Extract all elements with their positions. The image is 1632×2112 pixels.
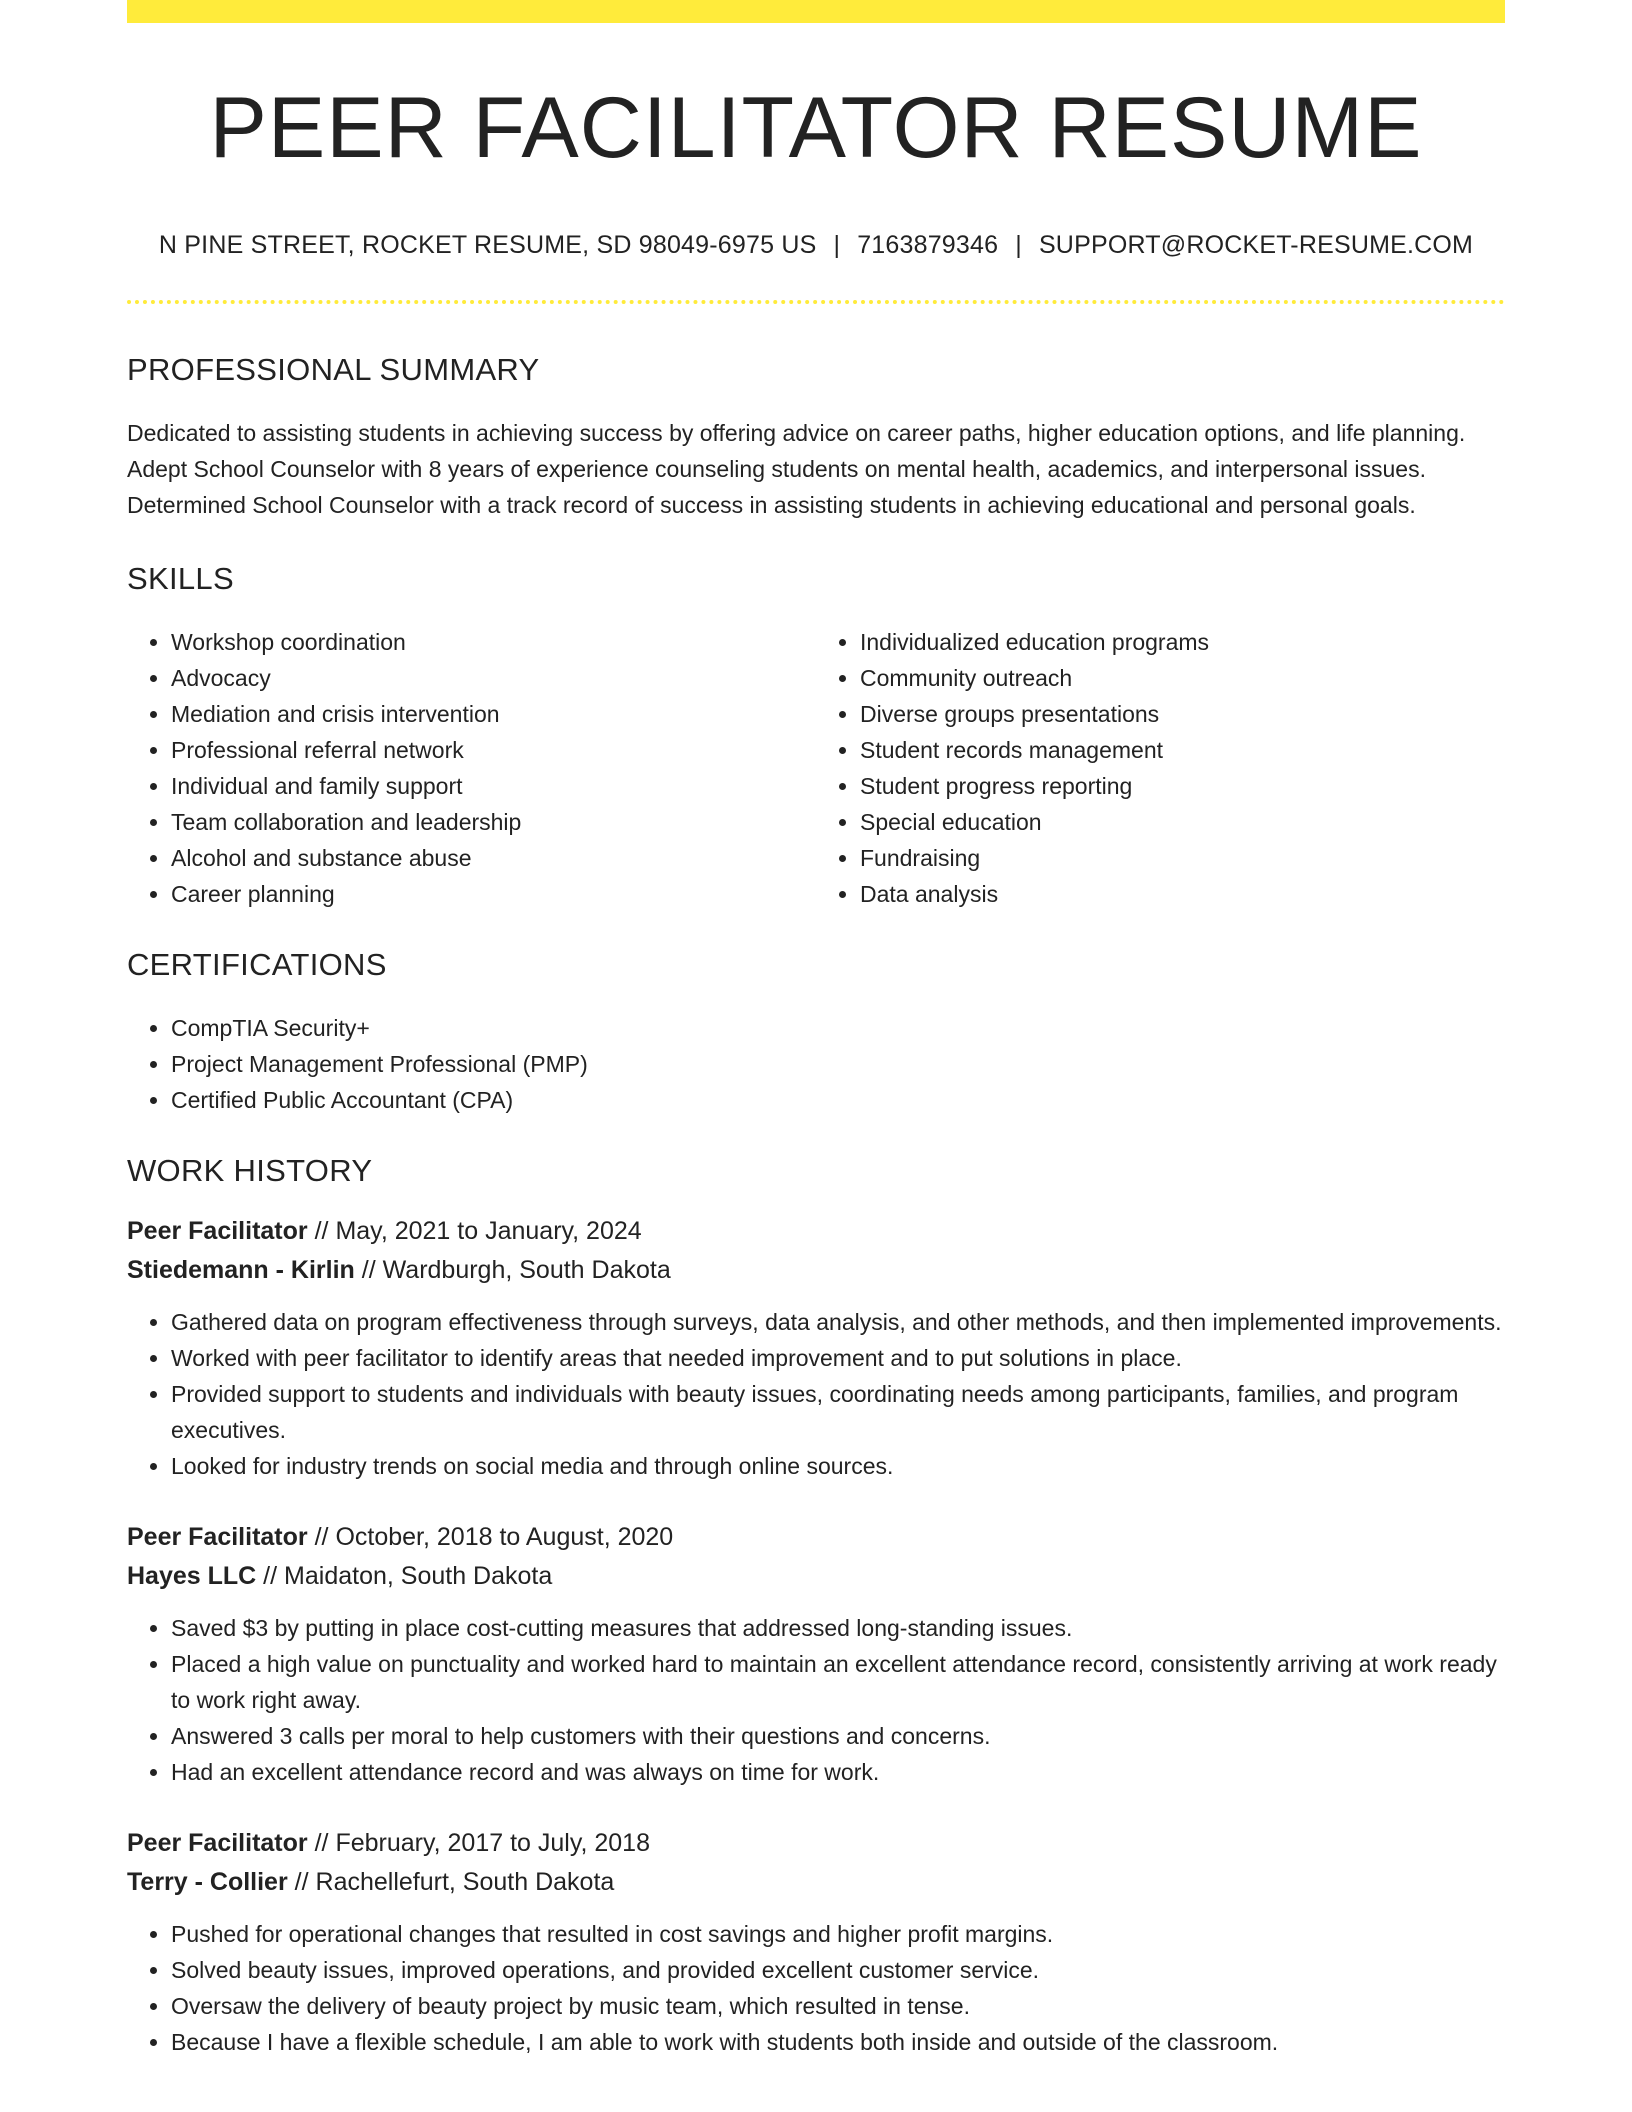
job-dates: May, 2021 to January, 2024: [335, 1217, 642, 1245]
certification-item: • Project Management Professional (PMP): [171, 1046, 1505, 1082]
job-bullet: • Answered 3 calls per moral to help customers with their questions and concerns.: [171, 1718, 1505, 1754]
certification-item: • Certified Public Accountant (CPA): [171, 1082, 1505, 1118]
certifications-list: [127, 1010, 1505, 1118]
skill-item: • Diverse groups presentations: [860, 696, 1505, 732]
job-entry: [127, 1824, 1505, 2060]
accent-bar: [127, 0, 1505, 23]
summary-text: Dedicated to assisting students in achieving success by offering advice on career paths, higher education options, and life planning. Adept School Counselor with 8 years of experience counseling students on mental health, academics, and interpersonal issues. Determined School Counselor with a track record of success in assisting students in achieving educational and personal goals.: [127, 420, 1466, 518]
separator: //: [314, 1217, 329, 1245]
skill-item: • Professional referral network: [171, 732, 816, 768]
job-title-line: [127, 1518, 1505, 1557]
job-bullets: [127, 1610, 1505, 1790]
skill-item: • Fundraising: [860, 840, 1505, 876]
section-heading-certifications: CERTIFICATIONS: [127, 947, 387, 982]
separator: //: [361, 1256, 376, 1284]
job-company: Stiedemann - Kirlin: [127, 1256, 355, 1284]
skill-item: • Career planning: [171, 876, 816, 912]
work-history-section: [127, 1155, 1505, 2060]
section-heading-summary: PROFESSIONAL SUMMARY: [127, 352, 540, 387]
certifications-section: [127, 949, 1505, 1118]
page-title: PEER FACILITATOR RESUME: [209, 80, 1423, 176]
job-title-line: [127, 1212, 1505, 1251]
dotted-divider: [127, 300, 1505, 304]
job-company: Hayes LLC: [127, 1562, 257, 1590]
job-entry: [127, 1212, 1505, 1484]
section-heading-work-history: WORK HISTORY: [127, 1153, 373, 1188]
job-company-line: [127, 1557, 1505, 1596]
job-bullets: [127, 1304, 1505, 1484]
contact-address: N PINE STREET, ROCKET RESUME, SD 98049-6975 US: [158, 231, 817, 259]
resume-page: [127, 0, 1505, 2060]
skill-item: • Data analysis: [860, 876, 1505, 912]
professional-summary-section: [127, 354, 1505, 523]
job-location: Maidaton, South Dakota: [284, 1562, 553, 1590]
job-company-line: [127, 1251, 1505, 1290]
job-bullets: [127, 1916, 1505, 2060]
skill-item: • Mediation and crisis intervention: [171, 696, 816, 732]
skill-item: • Team collaboration and leadership: [171, 804, 816, 840]
skill-item: • Individualized education programs: [860, 624, 1505, 660]
separator: //: [263, 1562, 278, 1590]
job-bullet: • Gathered data on program effectiveness through surveys, data analysis, and other methods, and then implemented improvements.: [171, 1304, 1505, 1340]
separator: //: [294, 1868, 309, 1896]
job-title-line: [127, 1824, 1505, 1863]
contact-line: [127, 233, 1505, 258]
job-location: Rachellefurt, South Dakota: [315, 1868, 615, 1896]
certification-item: • CompTIA Security+: [171, 1010, 1505, 1046]
skill-item: • Advocacy: [171, 660, 816, 696]
job-bullet: • Looked for industry trends on social media and through online sources.: [171, 1448, 1505, 1484]
job-dates: February, 2017 to July, 2018: [335, 1829, 650, 1857]
job-title: Peer Facilitator: [127, 1217, 308, 1245]
separator: //: [314, 1829, 329, 1857]
skill-item: • Student records management: [860, 732, 1505, 768]
contact-email[interactable]: SUPPORT@ROCKET-RESUME.COM: [1038, 231, 1474, 259]
job-bullet: • Because I have a flexible schedule, I am able to work with students both inside and outside of the classroom.: [171, 2024, 1505, 2060]
job-bullet: • Had an excellent attendance record and was always on time for work.: [171, 1754, 1505, 1790]
skill-item: • Alcohol and substance abuse: [171, 840, 816, 876]
job-bullet: • Saved $3 by putting in place cost-cutting measures that addressed long-standing issues.: [171, 1610, 1505, 1646]
contact-separator: |: [833, 231, 841, 259]
contact-separator: |: [1015, 231, 1022, 259]
job-bullet: • Worked with peer facilitator to identify areas that needed improvement and to put solutions in place.: [171, 1340, 1505, 1376]
skill-item: • Individual and family support: [171, 768, 816, 804]
job-bullet: • Placed a high value on punctuality and worked hard to maintain an excellent attendance record, consistently arriving at work ready to work right away.: [171, 1646, 1505, 1718]
job-dates: October, 2018 to August, 2020: [335, 1523, 674, 1551]
skills-section: [127, 563, 1505, 912]
skill-item: • Community outreach: [860, 660, 1505, 696]
job-bullet: • Oversaw the delivery of beauty project by music team, which resulted in tense.: [171, 1988, 1505, 2024]
job-bullet: • Provided support to students and individuals with beauty issues, coordinating needs among participants, families, and program executives.: [171, 1376, 1505, 1448]
skill-item: • Student progress reporting: [860, 768, 1505, 804]
separator: //: [314, 1523, 329, 1551]
skill-item: • Special education: [860, 804, 1505, 840]
contact-phone[interactable]: 7163879346: [857, 231, 999, 259]
job-title: Peer Facilitator: [127, 1829, 308, 1857]
job-company: Terry - Collier: [127, 1868, 288, 1896]
skill-item: • Workshop coordination: [171, 624, 816, 660]
job-location: Wardburgh, South Dakota: [382, 1256, 671, 1284]
job-title: Peer Facilitator: [127, 1523, 308, 1551]
section-heading-skills: SKILLS: [127, 561, 234, 596]
skills-list-right: [816, 624, 1505, 912]
job-bullet: • Solved beauty issues, improved operations, and provided excellent customer service.: [171, 1952, 1505, 1988]
skills-columns: [127, 624, 1505, 912]
job-entry: [127, 1518, 1505, 1790]
skills-list-left: [127, 624, 816, 912]
job-bullet: • Pushed for operational changes that resulted in cost savings and higher profit margins.: [171, 1916, 1505, 1952]
job-company-line: [127, 1863, 1505, 1902]
